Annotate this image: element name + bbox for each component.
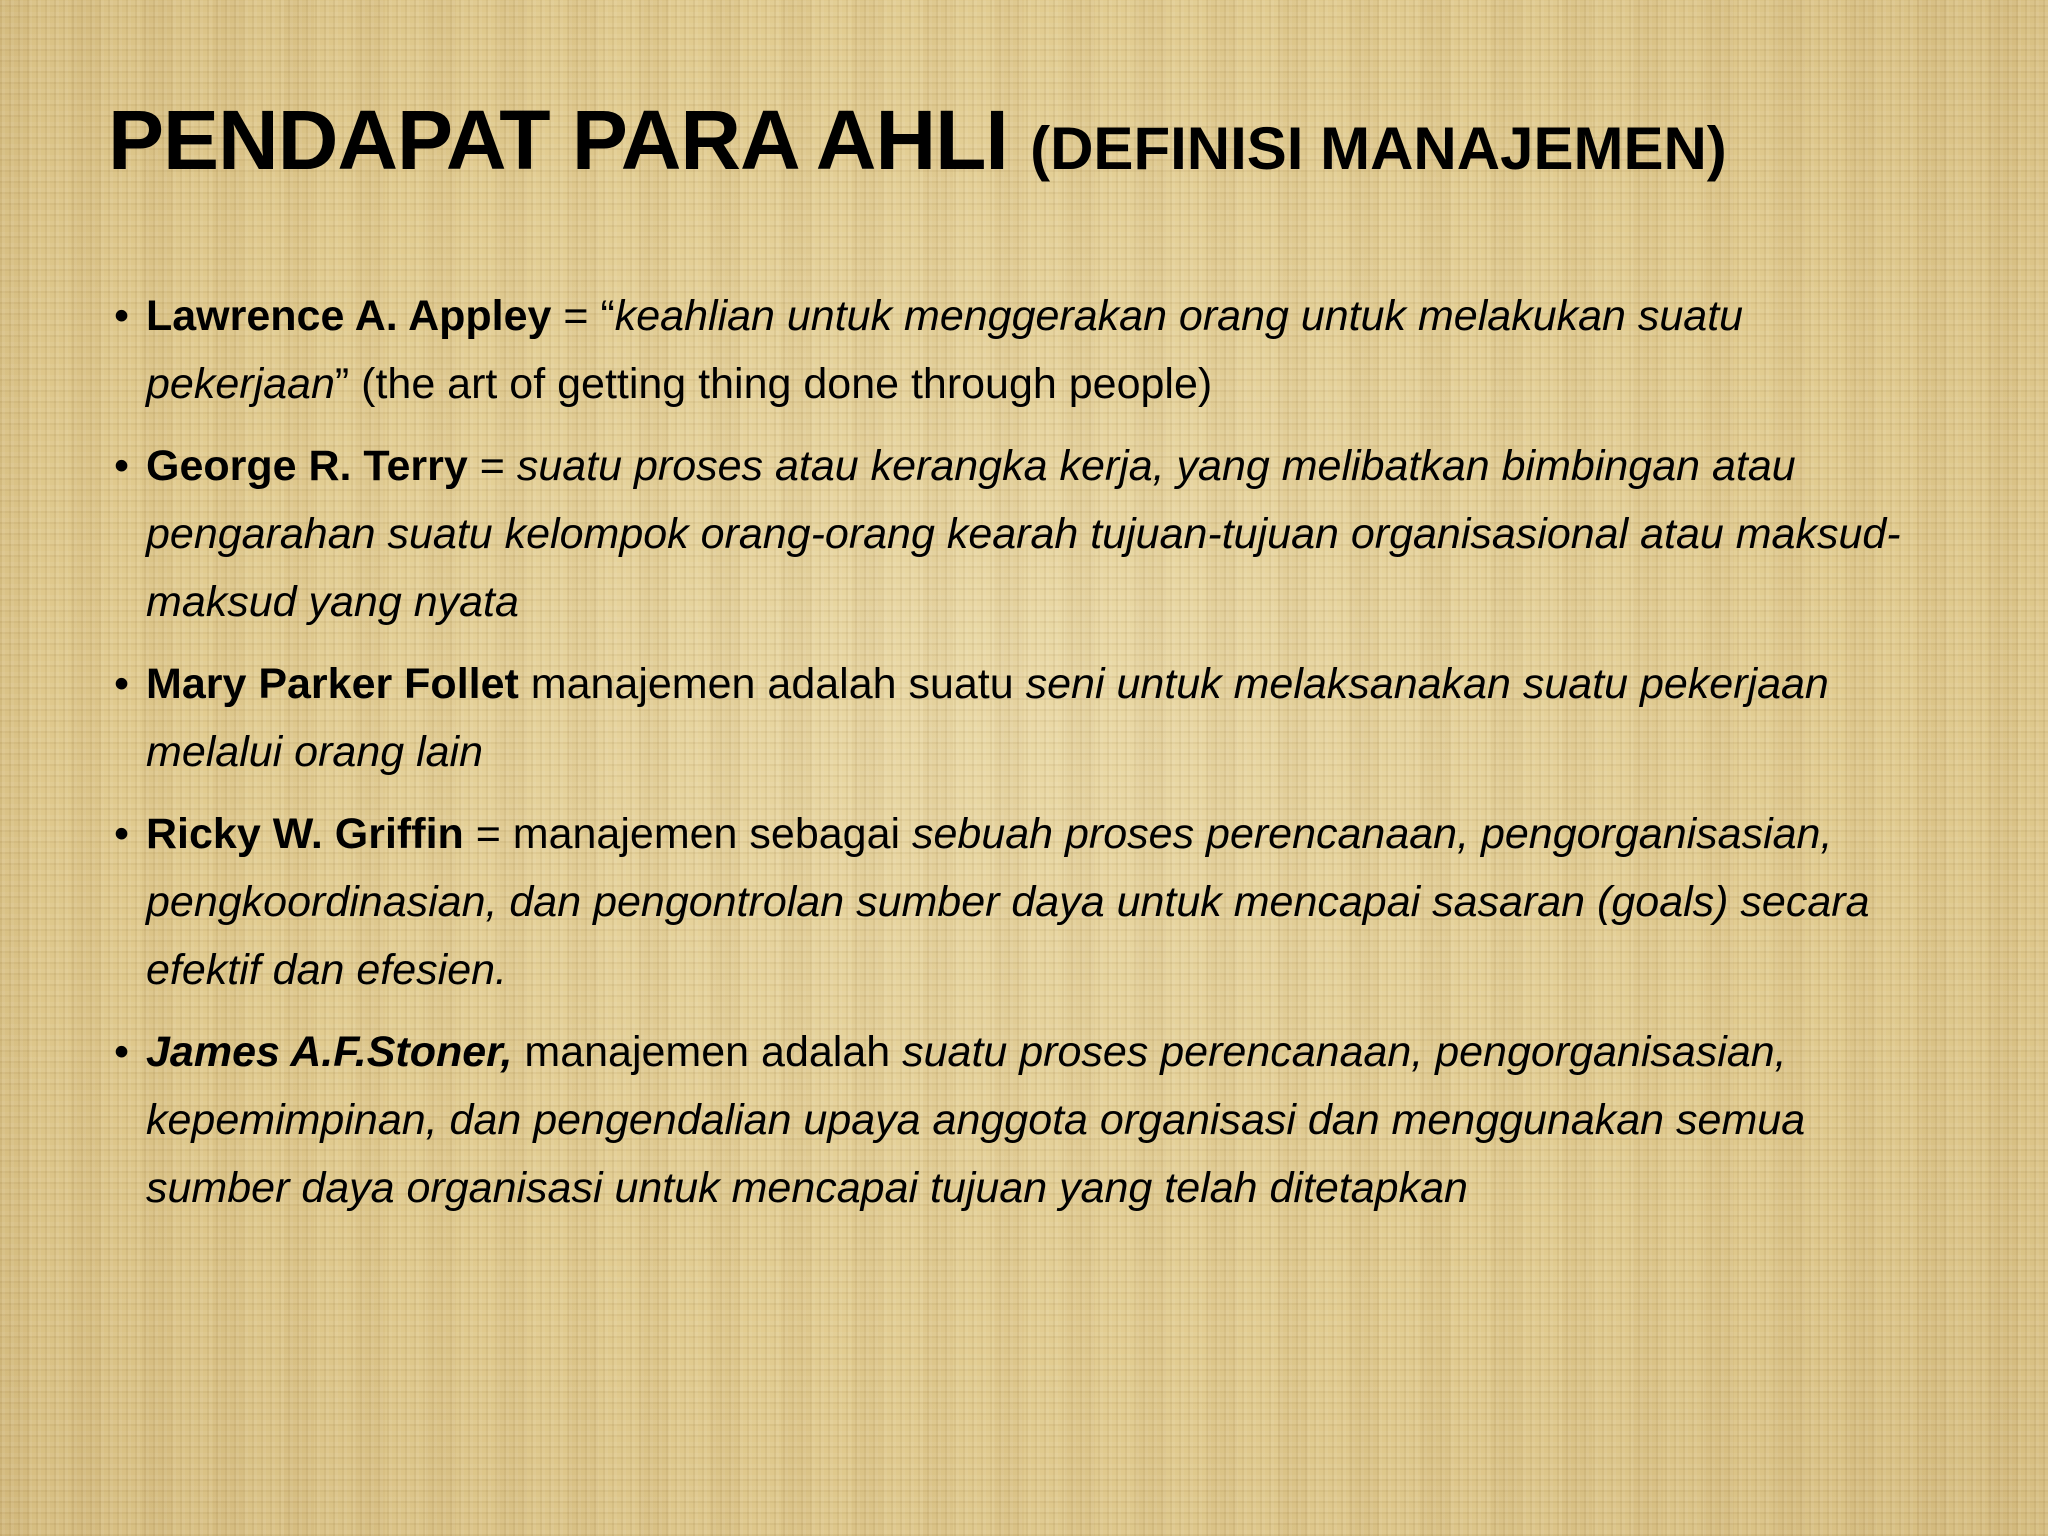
definition-text: seni untuk melaksanakan suatu pekerjaan melalui orang lain	[146, 660, 1829, 776]
bullet-icon: •	[114, 292, 130, 340]
definition-item-terry	[114, 432, 1934, 636]
expert-name: Ricky W. Griffin	[146, 810, 464, 858]
expert-name: George R. Terry	[146, 442, 468, 490]
definition-item-stoner	[114, 1018, 1934, 1222]
slide-title	[108, 88, 1948, 201]
definition-item-follet	[114, 650, 1934, 786]
bullet-icon: •	[114, 660, 130, 708]
separator: =	[467, 442, 517, 490]
separator: = “	[551, 292, 615, 340]
title-main: PENDAPAT PARA AHLI	[108, 93, 1008, 187]
bullet-icon: •	[114, 442, 130, 490]
bullet-icon: •	[114, 1028, 130, 1076]
definition-lead: manajemen adalah	[512, 1028, 903, 1076]
bullet-icon: •	[114, 810, 130, 858]
definition-tail: ” (the art of getting thing done through people)	[334, 360, 1213, 408]
definition-list	[114, 282, 1934, 1236]
definition-lead: = manajemen sebagai	[463, 810, 912, 858]
definition-text: suatu proses atau kerangka kerja, yang melibatkan bimbingan atau pengarahan suatu kelompok orang-orang kearah tujuan-tujuan organisasional atau maksud-maksud yang nyata	[146, 442, 1901, 626]
expert-name: Mary Parker Follet	[146, 660, 519, 708]
title-subtitle: (DEFINISI MANAJEMEN)	[1030, 115, 1727, 182]
definition-text: keahlian untuk menggerakan orang untuk melakukan suatu pekerjaan	[146, 292, 1744, 408]
expert-name: Lawrence A. Appley	[146, 292, 552, 340]
definition-text: sebuah proses perencanaan, pengorganisasian, pengkoordinasian, dan pengontrolan sumber daya untuk mencapai sasaran (goals) secara efektif dan efesien.	[146, 810, 1870, 994]
definition-text: suatu proses perencanaan, pengorganisasian, kepemimpinan, dan pengendalian upaya anggota organisasi dan menggunakan semua sumber daya organisasi untuk mencapai tujuan yang telah ditetapkan	[146, 1028, 1806, 1212]
expert-name: James A.F.Stoner,	[146, 1028, 513, 1076]
definition-lead: manajemen adalah suatu	[518, 660, 1026, 708]
definition-item-appley	[114, 282, 1934, 418]
definition-item-griffin	[114, 800, 1934, 1004]
